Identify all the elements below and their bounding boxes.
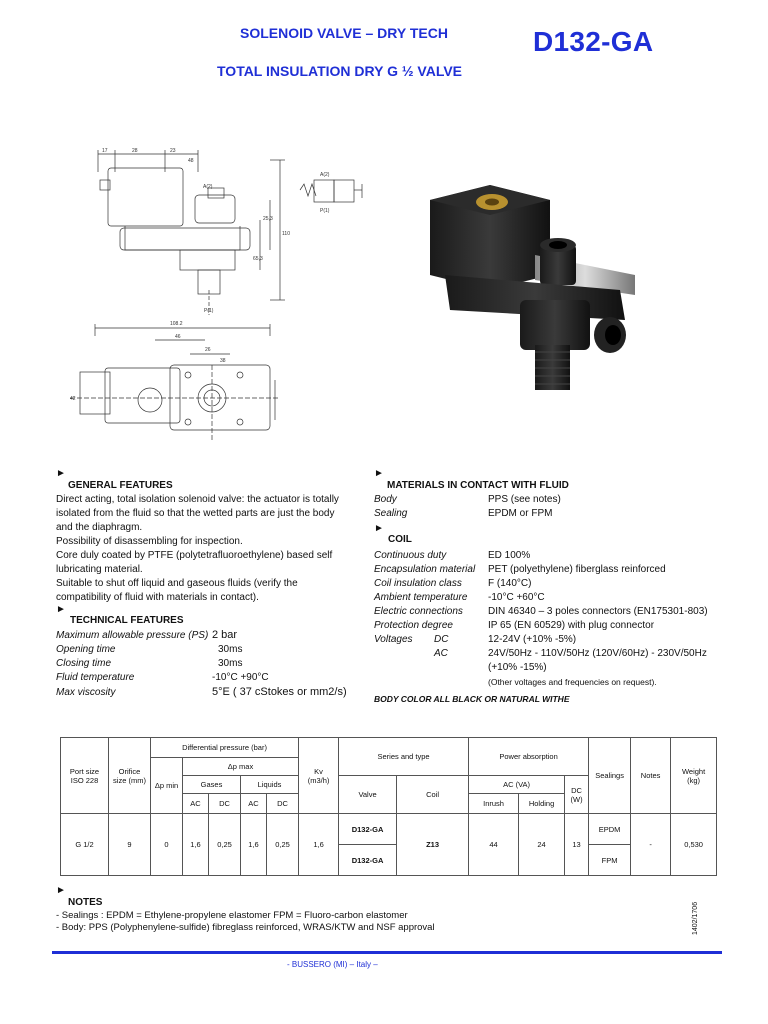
tech-value: 2 bar (212, 629, 238, 641)
general-features-title: GENERAL FEATURES (68, 480, 173, 491)
cell-weight: 0,530 (671, 814, 717, 876)
header-holding: Holding (519, 794, 565, 814)
header-notes: Notes (631, 738, 671, 814)
cell-dc-w: 13 (565, 814, 589, 876)
header-dpmin: Δp min (151, 758, 183, 814)
coil-row (374, 563, 719, 577)
dim-bottom-3: 26 (205, 347, 211, 353)
dim-bottom-2: 46 (175, 334, 181, 340)
coil-row-ac2 (374, 661, 719, 675)
other-voltages: (Other voltages and frequencies on request). (488, 677, 657, 687)
header-sealings: Sealings (589, 738, 631, 814)
ac-label: AC (434, 648, 448, 659)
coil-title: COIL (388, 534, 412, 545)
kv-label: Kv (314, 766, 323, 776)
dc-label: DC (434, 634, 449, 645)
label-a2: A(2) (203, 184, 213, 190)
tech-value: 5°E ( 37 cStokes or mm2/s) (212, 686, 347, 698)
title-line-2: TOTAL INSULATION DRY G ½ VALVE (217, 63, 463, 79)
coil-row-ac (374, 647, 719, 661)
coil-row (374, 591, 719, 605)
dim-side-2: 65,3 (253, 256, 263, 262)
header-valve: Valve (339, 776, 397, 814)
material-value: PPS (see notes) (488, 494, 561, 505)
tech-value: 30ms (218, 644, 243, 655)
notes-line-1: - Sealings : EPDM = Ethylene-propylene elastomer FPM = Fluoro-carbon elastomer (56, 910, 408, 921)
footer-line (52, 951, 722, 954)
bullet-arrow-icon: ► (374, 468, 384, 479)
dim-side-1: 25,3 (263, 216, 273, 222)
cell-notes: - (631, 814, 671, 876)
coil-row-dc (374, 633, 719, 647)
cell-coil: Z13 (397, 814, 469, 876)
header-gases: Gases (183, 776, 241, 794)
footer-text: - BUSSERO (MI) – Italy – (287, 960, 378, 969)
cell-inrush: 44 (469, 814, 519, 876)
side-code: 1402/1706 (692, 901, 699, 935)
notes-line-2: - Body: PPS (Polyphenylene-sulfide) fibreglass reinforced, WRAS/KTW and NSF approval (56, 922, 435, 933)
tech-key: Max viscosity (56, 687, 116, 698)
general-line: and the diaphragm. (56, 522, 143, 533)
header-power: Power absorption (469, 738, 589, 776)
general-line: Direct acting, total isolation solenoid valve: the actuator is totally (56, 494, 339, 505)
tech-value: 30ms (218, 658, 243, 669)
ac-value: 24V/50Hz - 110V/50Hz (120V/60Hz) - 230V/50Hz (488, 648, 707, 659)
tech-row (56, 628, 356, 643)
schematic-p: P(1) (320, 208, 330, 214)
bullet-arrow-icon: ► (374, 523, 384, 534)
bullet-arrow-icon: ► (56, 604, 66, 615)
dim-side-3: 110 (282, 231, 290, 237)
header-orifice: Orifice size (mm) (109, 738, 151, 814)
header-differential-pressure: Differential pressure (bar) (151, 738, 299, 758)
cell-gas-dc: 0,25 (209, 814, 241, 876)
general-features (56, 469, 356, 605)
notes-title: NOTES (68, 897, 103, 908)
dim-bottom-5: 42 (70, 396, 76, 402)
dc-value: 12-24V (+10% -5%) (488, 634, 577, 645)
material-key: Body (374, 494, 397, 505)
general-line: Core duly coated by PTFE (polytetrafluoroethylene) based self (56, 550, 333, 561)
cell-holding: 24 (519, 814, 565, 876)
material-key: Sealing (374, 508, 408, 519)
coil-section (374, 524, 719, 689)
header-weight: Weight (kg) (671, 738, 717, 814)
product-code: D132-GA (533, 26, 654, 57)
header-gas-dc: DC (209, 794, 241, 814)
dim-top-3: 23 (170, 148, 176, 154)
tech-key: Closing time (56, 658, 112, 669)
header-coil: Coil (397, 776, 469, 814)
tech-key: Opening time (56, 644, 116, 655)
voltages-label: Voltages (374, 634, 413, 645)
coil-row (374, 549, 719, 563)
material-value: EPDM or FPM (488, 508, 553, 519)
dim-bottom-4: 38 (220, 358, 226, 364)
cell-seal-1: EPDM (589, 814, 631, 845)
material-row (374, 493, 714, 507)
general-line: Possibility of disassembling for inspection. (56, 536, 243, 547)
general-line: isolated from the fluid so that the wetted parts are just the body (56, 508, 335, 519)
material-row (374, 507, 714, 521)
coil-key: Protection degree (374, 620, 453, 631)
header-liquids: Liquids (241, 776, 299, 794)
coil-value: IP 65 (EN 60529) with plug connector (488, 620, 655, 631)
dim-top-1: 17 (102, 148, 108, 154)
bullet-arrow-icon: ► (56, 885, 66, 896)
cell-kv: 1,6 (299, 814, 339, 876)
technical-features-title: TECHNICAL FEATURES (70, 615, 184, 626)
tech-key: Maximum allowable pressure (PS) (56, 630, 209, 641)
kv-unit: (m3/h) (307, 775, 330, 785)
coil-value: DIN 46340 – 3 poles connectors (EN175301-803) (488, 606, 708, 617)
label-p1: P(1) (204, 308, 214, 314)
coil-key: Ambient temperature (374, 592, 468, 603)
tech-row (56, 657, 356, 671)
technical-drawing (70, 140, 370, 460)
tech-key: Fluid temperature (56, 672, 135, 683)
header-liq-ac: AC (241, 794, 267, 814)
coil-value: PET (polyethylene) fiberglass reinforced (488, 564, 666, 575)
tech-value: -10°C +90°C (212, 672, 269, 683)
header-inrush: Inrush (469, 794, 519, 814)
specs-table (60, 737, 717, 876)
cell-valve-1: D132-GA (339, 814, 397, 845)
cell-valve-2: D132-GA (339, 845, 397, 876)
coil-row (374, 605, 719, 619)
coil-row (374, 577, 719, 591)
header-dc-w: DC (W) (565, 776, 589, 814)
product-photo (420, 180, 660, 400)
coil-key: Coil insulation class (374, 578, 462, 589)
header-ac-va: AC (VA) (469, 776, 565, 794)
materials-title: MATERIALS IN CONTACT WITH FLUID (387, 480, 569, 491)
cell-gas-ac: 1,6 (183, 814, 209, 876)
coil-value: ED 100% (488, 550, 531, 561)
dim-top-2: 28 (132, 148, 138, 154)
technical-features (56, 605, 356, 700)
cell-seal-2: FPM (589, 845, 631, 876)
schematic-a: A(2) (320, 172, 330, 178)
header-series: Series and type (339, 738, 469, 776)
coil-value: F (140°C) (488, 578, 532, 589)
coil-row (374, 619, 719, 633)
coil-value: -10°C +60°C (488, 592, 545, 603)
header-port: Port size ISO 228 (61, 738, 109, 814)
cell-dpmin: 0 (151, 814, 183, 876)
coil-row-other (374, 675, 719, 689)
dim-top-4: 48 (188, 158, 194, 164)
tech-row (56, 643, 356, 657)
bullet-arrow-icon: ► (56, 468, 66, 479)
materials-section (374, 469, 714, 521)
general-line: compatibility of fluid with materials in contact). (56, 592, 259, 603)
dim-bottom-1: 108.2 (170, 321, 183, 327)
cell-liq-dc: 0,25 (267, 814, 299, 876)
coil-key: Electric connections (374, 606, 463, 617)
general-line: lubricating material. (56, 564, 143, 575)
coil-key: Encapsulation material (374, 564, 476, 575)
tech-row (56, 685, 356, 700)
coil-key: Continuous duty (374, 550, 447, 561)
general-line: Suitable to shut off liquid and gaseous fluids (verify the (56, 578, 298, 589)
header-kv (299, 738, 339, 814)
notes-section (56, 886, 696, 934)
ac-value-tolerance: (+10% -15%) (488, 662, 547, 673)
cell-orifice: 9 (109, 814, 151, 876)
header-dpmax: Δp max (183, 758, 299, 776)
header-gas-ac: AC (183, 794, 209, 814)
header-liq-dc: DC (267, 794, 299, 814)
body-color-note: BODY COLOR ALL BLACK OR NATURAL WITHE (374, 694, 570, 704)
cell-liq-ac: 1,6 (241, 814, 267, 876)
title-line-1: SOLENOID VALVE – DRY TECH (240, 25, 448, 41)
cell-port: G 1/2 (61, 814, 109, 876)
tech-row (56, 671, 356, 685)
